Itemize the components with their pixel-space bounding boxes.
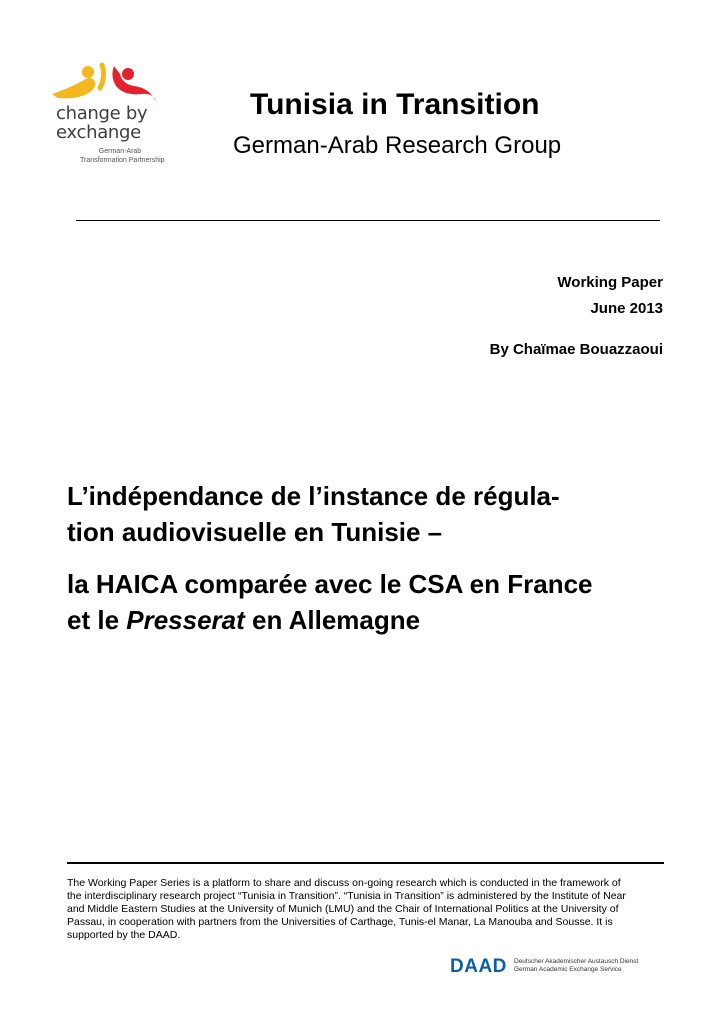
- heading-line3: la HAICA comparée avec le CSA en France: [67, 569, 593, 599]
- change-by-exchange-logo: [50, 62, 165, 174]
- logo-sub-line2: Transformation Partnership: [80, 157, 165, 164]
- footer-word-daad: DAAD.: [148, 929, 181, 941]
- heading-line4: [67, 602, 687, 638]
- paper-date: June 2013: [590, 300, 663, 317]
- heading-italic-presserat: Presserat: [126, 605, 245, 635]
- logo-subtitle: [80, 147, 165, 165]
- heading-line4-post: en Allemagne: [244, 605, 421, 635]
- paper-heading-part1: [67, 478, 687, 550]
- footer-line2: the interdisciplinary research project “Tunisia in Transition”. “Tunisia in Transition” is administered by the Institute of Near: [67, 890, 626, 902]
- daad-logo: [450, 954, 665, 982]
- footer-note: [67, 877, 664, 942]
- daad-text: [514, 958, 638, 974]
- footer-word-by: by: [116, 929, 128, 941]
- logo-sub-line1: German-Arab: [98, 148, 142, 155]
- heading-line4-pre: et le: [67, 605, 127, 635]
- daad-text-line1: Deutscher Akademischer Austausch Dienst: [514, 958, 639, 965]
- paper-heading-part2: [67, 566, 687, 638]
- footer-word-the: the: [130, 929, 146, 941]
- footer-line5: [67, 929, 664, 942]
- header-divider: [76, 220, 660, 221]
- footer-line4: Passau, in cooperation with partners from the Universities of Carthage, Tunis-el Manar, La Manouba and Sousse. It is: [67, 916, 613, 928]
- footer-word-supported: supported: [67, 929, 114, 941]
- paper-type: Working Paper: [557, 274, 663, 291]
- heading-line1: L’indépendance de l’instance de régula-: [67, 481, 560, 511]
- page-subtitle: German-Arab Research Group: [233, 132, 562, 159]
- daad-text-line2: German Academic Exchange Service: [514, 966, 622, 973]
- footer-divider: [67, 862, 664, 864]
- paper-author: By Chaïmae Bouazzaoui: [489, 341, 663, 358]
- footer-line1: The Working Paper Series is a platform to share and discuss on-going research which is conducted in the framework of: [67, 877, 621, 889]
- logo-text-line2: exchange: [56, 122, 141, 143]
- page-title: Tunisia in Transition: [250, 88, 540, 121]
- footer-line3: and Middle Eastern Studies at the University of Munich (LMU) and the Chair of International Politics at the University of: [67, 903, 619, 915]
- logo-text-line1: change by: [56, 103, 148, 124]
- heading-line2: tion audiovisuelle en Tunisie –: [67, 517, 443, 547]
- daad-mark: DAAD: [450, 956, 507, 977]
